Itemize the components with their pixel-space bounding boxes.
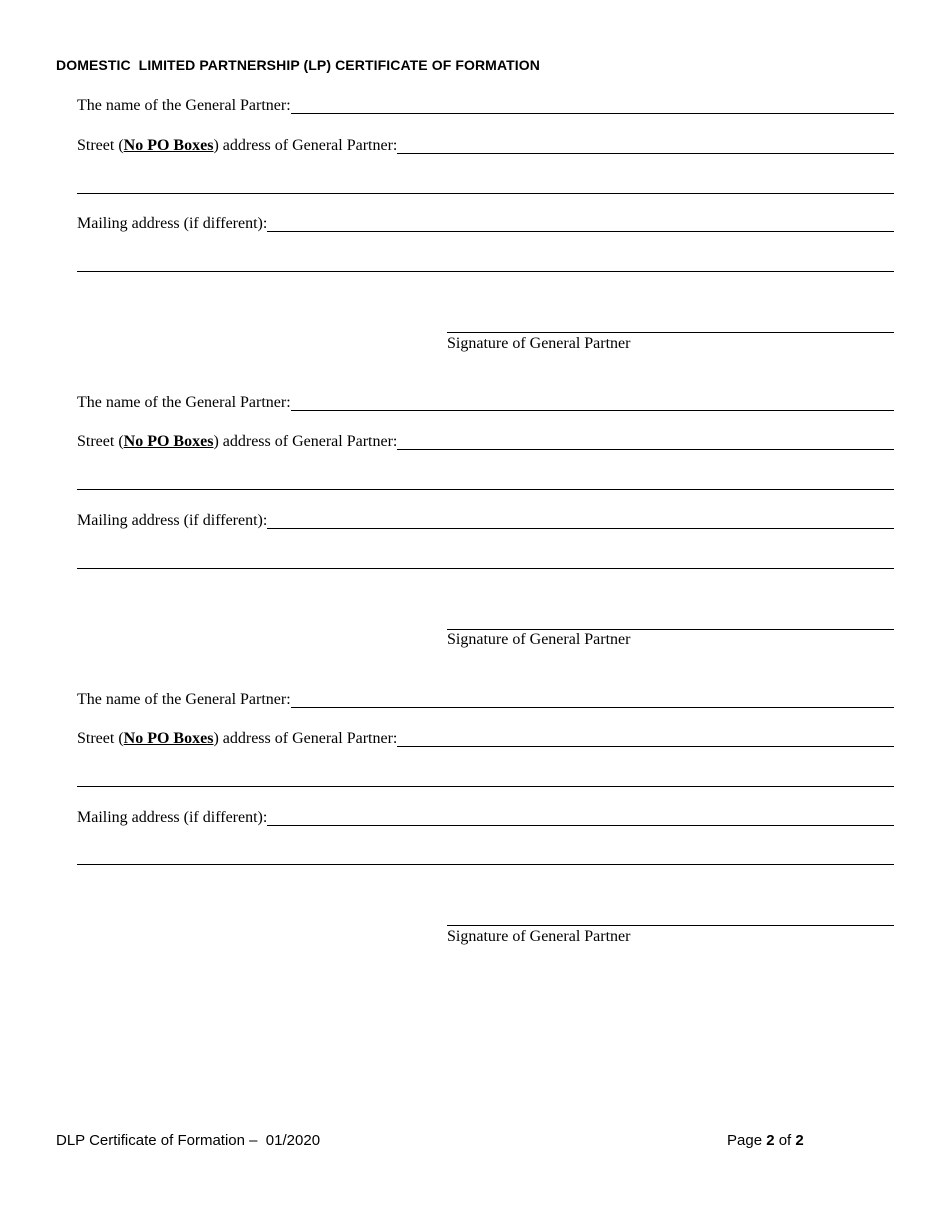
partner-3-name-line[interactable] [291, 706, 894, 708]
partner-1-name-label: The name of the General Partner: [77, 97, 291, 114]
partner-2-mailing-line-2[interactable] [77, 568, 894, 569]
partner-3-street-label: Street (No PO Boxes) address of General Partner: [77, 730, 398, 747]
partner-3-street-line[interactable] [397, 745, 894, 747]
partner-2-street-line[interactable] [397, 448, 894, 450]
partner-1-signature-label: Signature of General Partner [447, 335, 631, 352]
partner-2-mailing-field[interactable] [77, 511, 894, 531]
partner-3-signature-line[interactable] [447, 925, 894, 926]
total-pages: 2 [795, 1132, 804, 1149]
no-po-boxes-emphasis: No PO Boxes [123, 730, 214, 747]
no-po-boxes-emphasis: No PO Boxes [123, 433, 214, 450]
partner-3-mailing-field[interactable] [77, 808, 894, 828]
partner-1-street-line[interactable] [397, 152, 894, 154]
partner-3-street-field[interactable] [77, 729, 894, 749]
partner-2-signature-label: Signature of General Partner [447, 631, 631, 648]
partner-2-street-line-2[interactable] [77, 489, 894, 490]
partner-3-mailing-line[interactable] [267, 824, 894, 826]
partner-3-mailing-label: Mailing address (if different): [77, 809, 268, 826]
partner-3-street-line-2[interactable] [77, 786, 894, 787]
partner-1-name-line[interactable] [291, 112, 894, 114]
partner-3-name-field[interactable] [77, 690, 894, 710]
partner-3-name-label: The name of the General Partner: [77, 691, 291, 708]
partner-1-signature-line[interactable] [447, 332, 894, 333]
page-title: DOMESTIC LIMITED PARTNERSHIP (LP) CERTIFICATE OF FORMATION [56, 57, 540, 73]
current-page: 2 [766, 1132, 775, 1149]
partner-2-mailing-line[interactable] [267, 527, 894, 529]
partner-1-mailing-line-2[interactable] [77, 271, 894, 272]
partner-1-name-field[interactable] [77, 96, 894, 116]
partner-1-mailing-field[interactable] [77, 214, 894, 234]
partner-2-name-field[interactable] [77, 393, 894, 413]
partner-2-name-line[interactable] [291, 409, 894, 411]
partner-3-mailing-line-2[interactable] [77, 864, 894, 865]
partner-1-mailing-label: Mailing address (if different): [77, 215, 268, 232]
partner-1-street-field[interactable] [77, 136, 894, 156]
footer-page-number: Page 2 of 2 [727, 1132, 804, 1149]
footer-form-id: DLP Certificate of Formation – 01/2020 [56, 1132, 321, 1149]
partner-1-mailing-line[interactable] [267, 230, 894, 232]
partner-2-name-label: The name of the General Partner: [77, 394, 291, 411]
partner-2-signature-line[interactable] [447, 629, 894, 630]
partner-2-street-field[interactable] [77, 432, 894, 452]
no-po-boxes-emphasis: No PO Boxes [123, 137, 214, 154]
partner-1-street-label: Street (No PO Boxes) address of General Partner: [77, 137, 398, 154]
partner-2-mailing-label: Mailing address (if different): [77, 512, 268, 529]
partner-3-signature-label: Signature of General Partner [447, 928, 631, 945]
partner-1-street-line-2[interactable] [77, 193, 894, 194]
partner-2-street-label: Street (No PO Boxes) address of General Partner: [77, 433, 398, 450]
